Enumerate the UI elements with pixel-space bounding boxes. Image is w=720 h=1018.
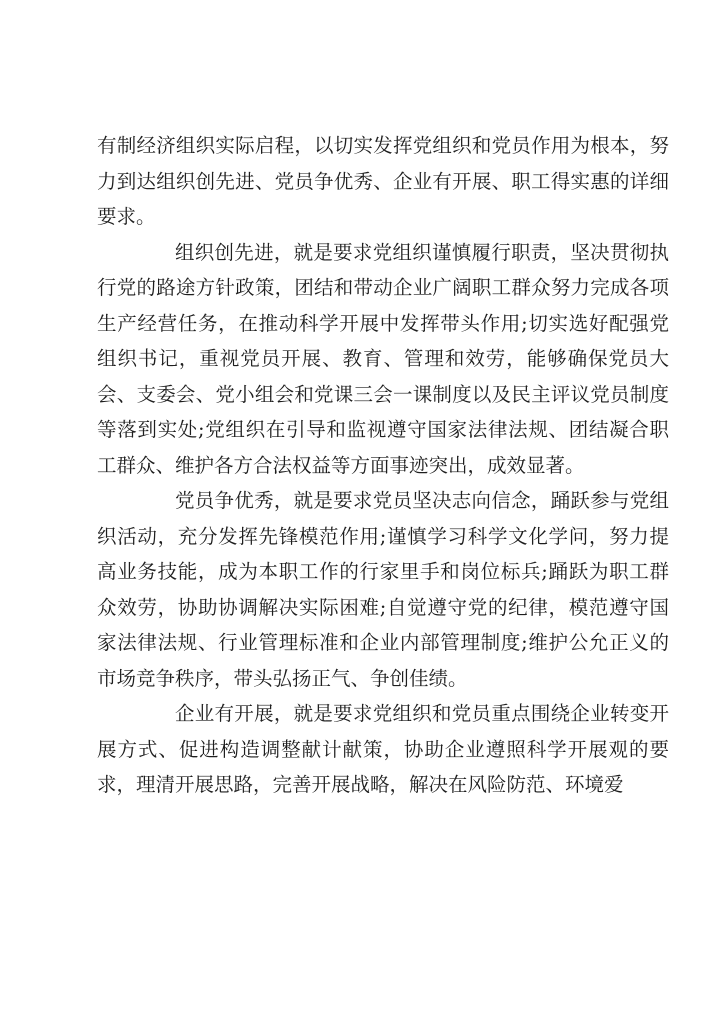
- document-body: [97, 128, 669, 803]
- paragraph-1: 有制经济组织实际启程，以切实发挥党组织和党员作用为根本，努力到达组织创先进、党员争优秀、企业有开展、职工得实惠的详细要求。: [97, 134, 669, 228]
- paragraph-2: 组织创先进，就是要求党组织谨慎履行职责，坚决贯彻执行党的路途方针政策，团结和带动企业广阔职工群众努力完成各项生产经营任务，在推动科学开展中发挥带头作用;切实选好配强党组织书记，重视党员开展、教育、管理和效劳，能够确保党员大会、支委会、党小组会和党课三会一课制度以及民主评议党员制度等落到实处;党组织在引导和监视遵守国家法律法规、团结凝合职工群众、维护各方合法权益等方面事迹突出，成效显著。: [97, 240, 669, 477]
- paragraph-3: 党员争优秀，就是要求党员坚决志向信念，踊跃参与党组织活动，充分发挥先锋模范作用;谨慎学习科学文化学问，努力提高业务技能，成为本职工作的行家里手和岗位标兵;踊跃为职工群众效劳，协助协调解决实际困难;自觉遵守党的纪律，模范遵守国家法律法规、行业管理标准和企业内部管理制度;维护公允正义的市场竞争秩序，带头弘扬正气、争创佳绩。: [97, 489, 669, 690]
- paragraph-4: 企业有开展，就是要求党组织和党员重点围绕企业转变开展方式、促进构造调整献计献策，协助企业遵照科学开展观的要求，理清开展思路，完善开展战略，解决在风险防范、环境爱: [97, 702, 669, 796]
